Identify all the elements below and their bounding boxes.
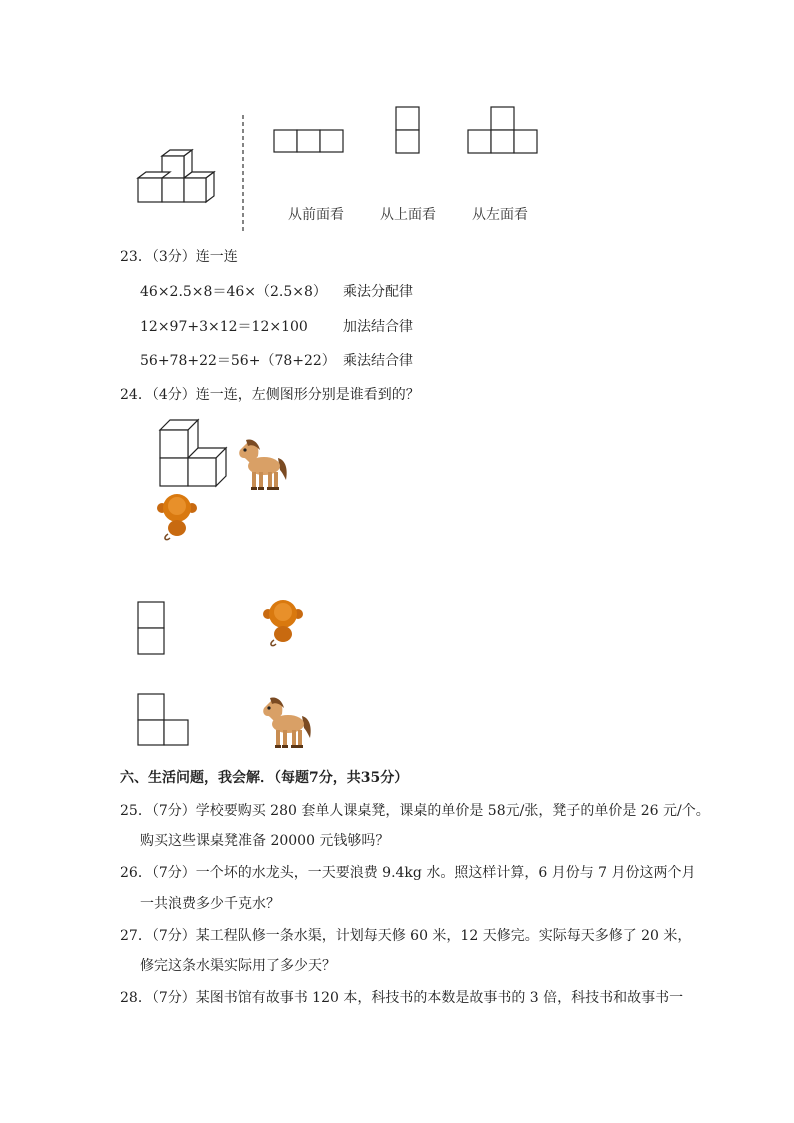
dashed-divider [240,115,246,233]
cube-solid-figure [130,148,220,210]
front-view-shape [272,128,346,154]
caption-front-view: 从前面看 [288,207,344,223]
horse-icon [258,694,316,750]
q26-line-1: 26．（7分）一个坏的水龙头，一天要浪费 9.4kg 水。照这样计算，6 月份与 7 月份这两个月 [120,865,696,881]
q27-line-1: 27．（7分）某工程队修一条水渠，计划每天修 60 米，12 天修完。实际每天多修了 20 米， [120,928,692,944]
q23-heading: 23．（3分）连一连 [120,249,238,265]
q23-equation-1: 46×2.5×8＝46×（2.5×8） [140,284,327,300]
section-6-heading: 六、生活问题，我会解．（每题7分，共35分） [120,770,409,786]
q25-line-2: 购买这些课桌凳准备 20000 元钱够吗？ [140,833,390,849]
q27-line-2: 修完这条水渠实际用了多少天？ [140,958,336,974]
l-shape-three-squares [136,692,192,748]
two-square-vertical-shape [136,600,168,658]
left-view-shape [466,105,540,155]
caption-top-view: 从上面看 [380,207,436,223]
horse-icon [234,436,292,492]
cube-figure-q24 [158,418,230,488]
q25-line-1: 25．（7分）学校要购买 280 套单人课桌凳，课桌的单价是 58元/张，凳子的单价是 26 元/个。 [120,803,710,819]
q23-law-3: 乘法结合律 [343,353,413,369]
q23-equation-2: 12×97+3×12＝12×100 [140,319,308,335]
q28-line-1: 28．（7分）某图书馆有故事书 120 本，科技书的本数是故事书的 3 倍，科技书和故事书一 [120,990,684,1006]
q24-heading: 24．（4分）连一连，左侧图形分别是谁看到的？ [120,387,420,403]
q23-law-1: 乘法分配律 [343,284,413,300]
q23-equation-3: 56+78+22＝56+（78+22） [140,353,336,369]
q23-law-2: 加法结合律 [343,319,413,335]
q26-line-2: 一共浪费多少千克水？ [140,896,280,912]
top-view-shape [394,105,422,155]
monkey-icon [262,598,304,648]
caption-left-view: 从左面看 [472,207,528,223]
monkey-icon [156,492,198,542]
